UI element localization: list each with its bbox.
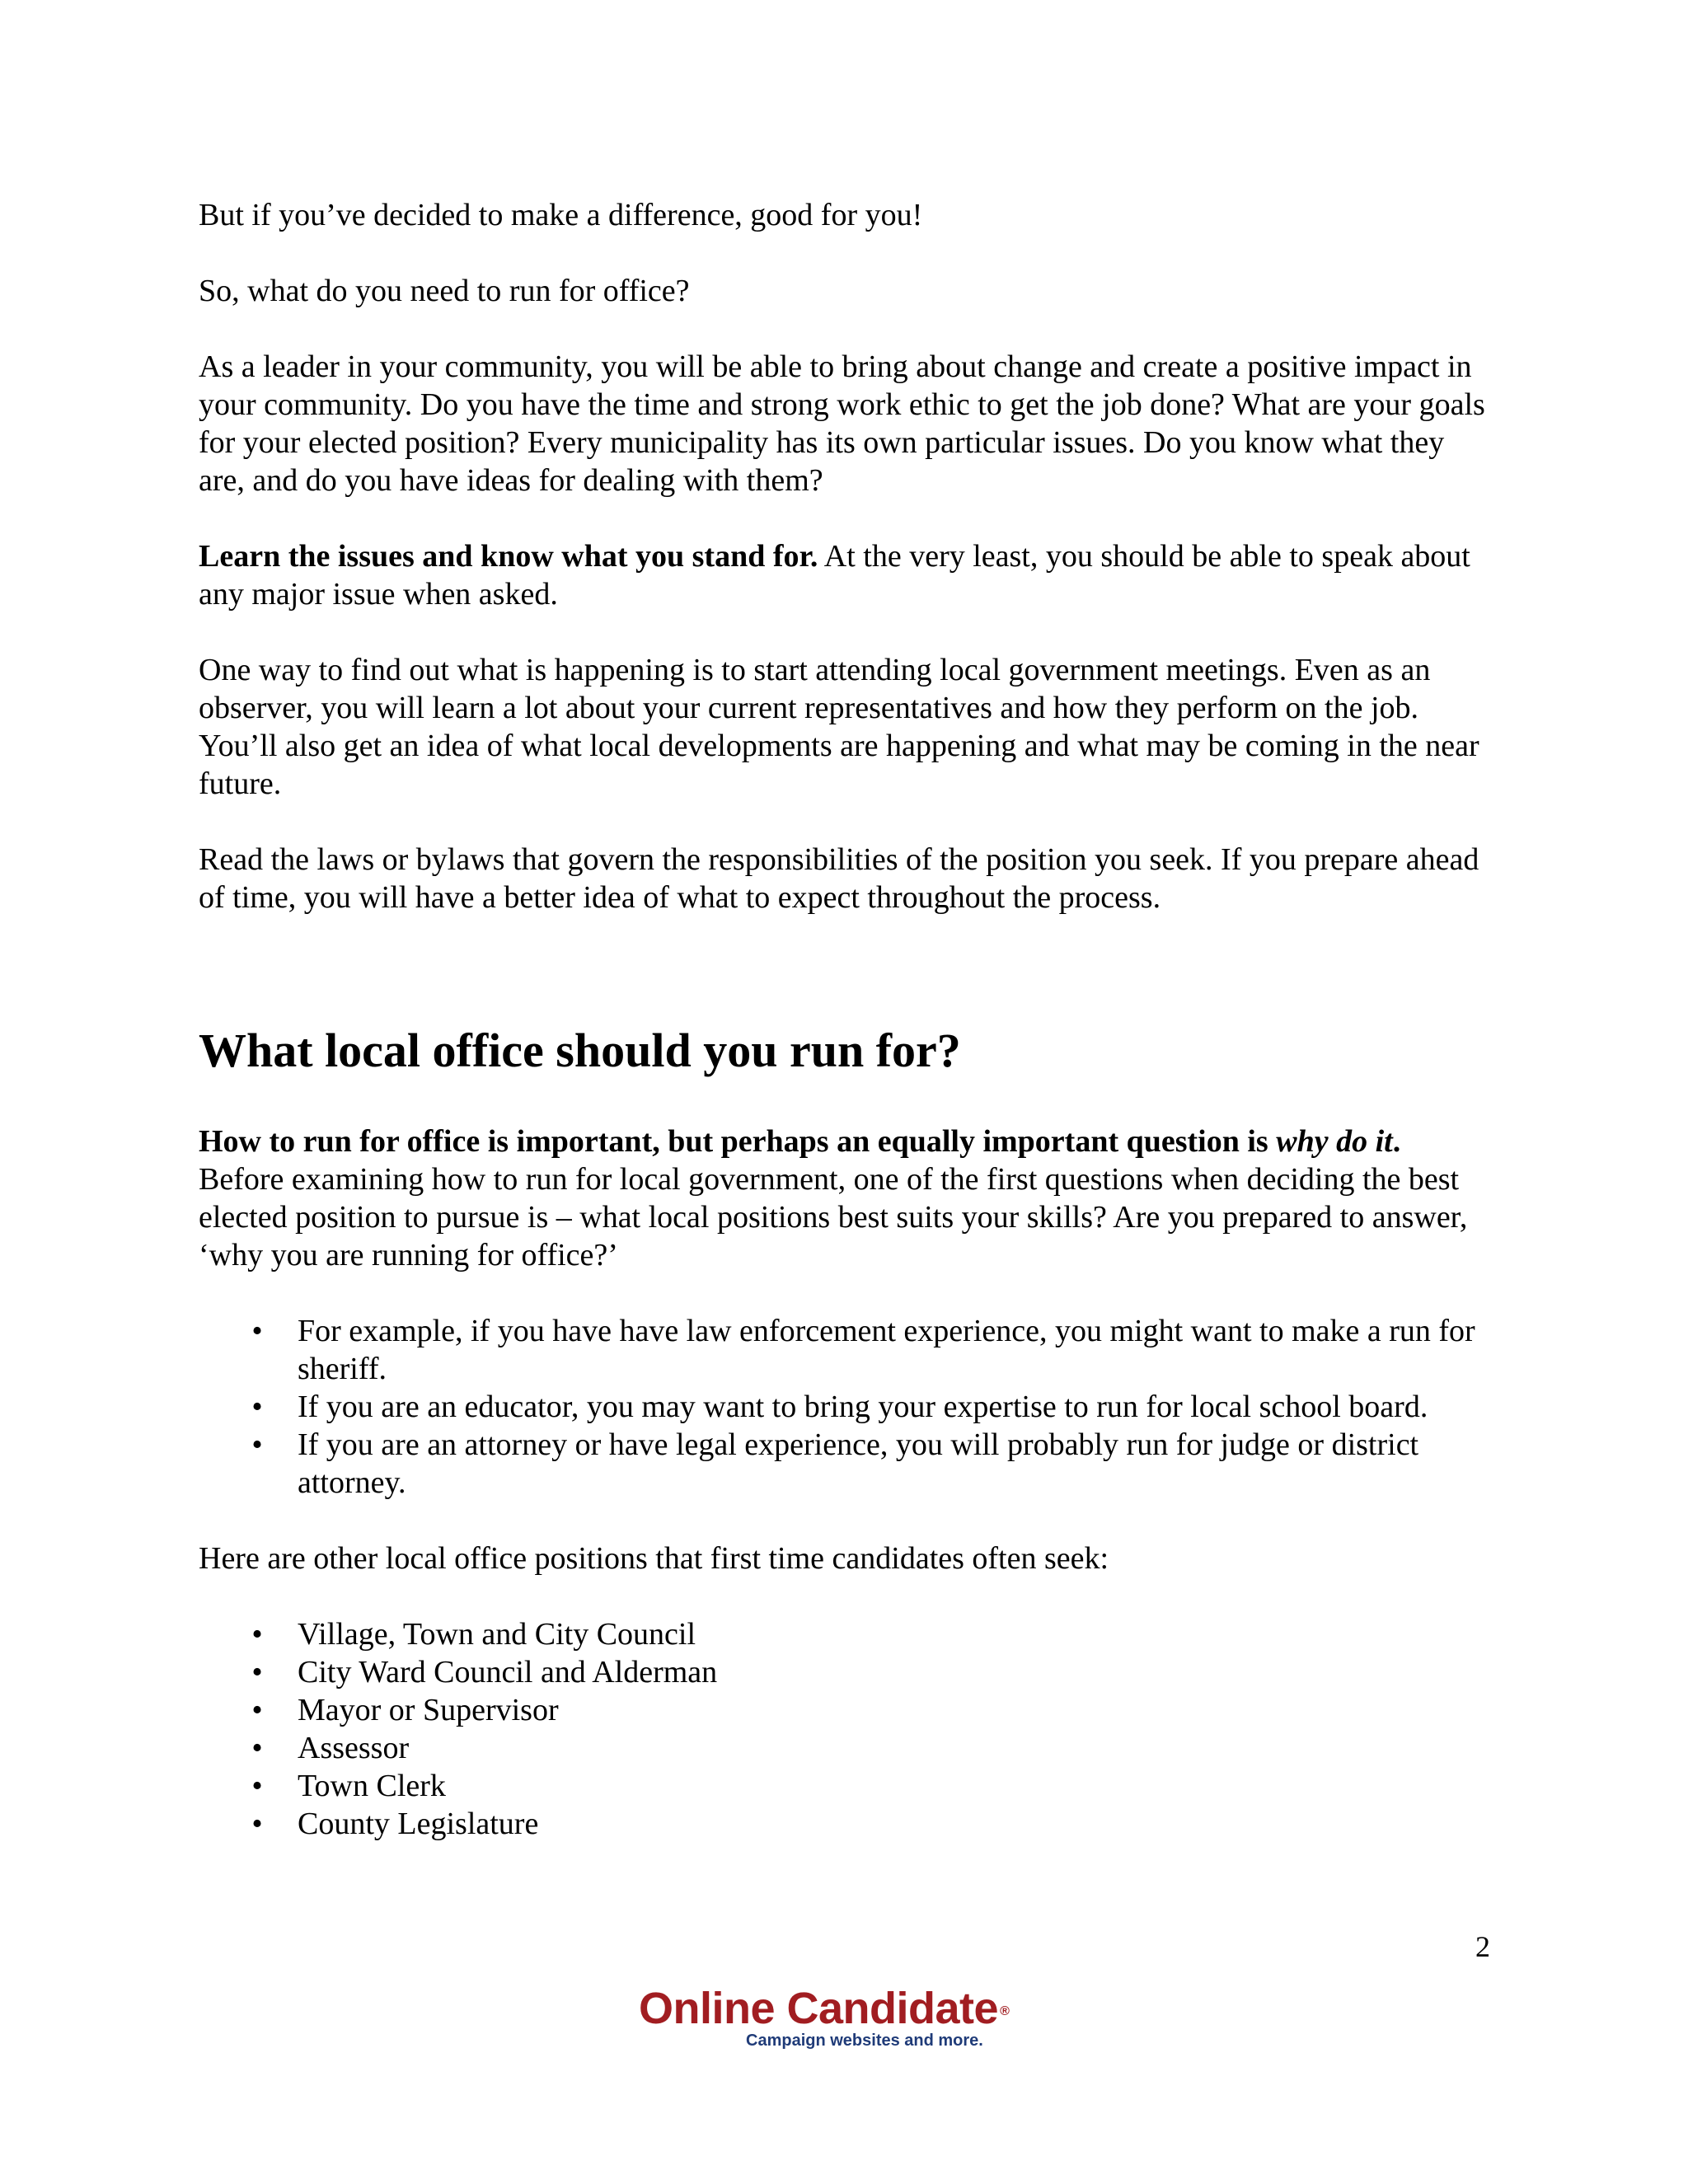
intro-paragraph-6: Read the laws or bylaws that govern the responsibilities of the position you seek. If you prepare ahead of time, you will have a better idea of what to expect throughout the process. [199, 842, 1479, 915]
intro-paragraph-2: So, what do you need to run for office? [199, 274, 690, 308]
list-item [199, 1653, 1493, 1691]
lead-bold: How to run for office is important, but perhaps an equally important question is [199, 1124, 1277, 1159]
logo-tagline: Campaign websites and more. [746, 2032, 983, 2050]
list-item [199, 1767, 1493, 1805]
list-item [199, 1312, 1493, 1388]
intro-paragraph-5: One way to find out what is happening is to start attending local government meetings. Even as an observer, you will learn a lot about your current representatives and how they perform on the job. You’ll also get an idea of what local developments are happening and what may be coming in the near future. [199, 653, 1479, 801]
list-item [199, 1615, 1493, 1653]
bullet-icon: • [251, 1731, 263, 1765]
lead-bold-end: . [1392, 1124, 1401, 1159]
list-item-text: If you are an attorney or have legal experience, you will probably run for judge or district attorney. [298, 1427, 1419, 1500]
list-item-text: Town Clerk [298, 1769, 446, 1803]
bullet-icon: • [251, 1693, 263, 1727]
list-item-text: Mayor or Supervisor [298, 1693, 559, 1727]
positions-list [199, 1615, 1493, 1843]
lead-bold-text [199, 1124, 1400, 1159]
list-item-text: If you are an educator, you may want to bring your expertise to run for local school board. [298, 1390, 1428, 1424]
issues-rest: At the very least, you should be able to speak about any major issue when asked. [199, 539, 1470, 612]
list-item-text: For example, if you have have law enforcement experience, you might want to make a run for sheriff. [298, 1314, 1475, 1386]
list-item [199, 1729, 1493, 1767]
list-item-text: Village, Town and City Council [298, 1617, 696, 1652]
online-candidate-logo [639, 1985, 1051, 2050]
intro-paragraph-1: But if you’ve decided to make a difference, good for you! [199, 198, 923, 232]
list-item-text: City Ward Council and Alderman [298, 1655, 718, 1690]
intro-paragraph-4 [199, 537, 1493, 613]
bullet-icon: • [251, 1655, 263, 1690]
section-heading: What local office should you run for? [199, 1024, 961, 1077]
bullet-icon: • [251, 1427, 263, 1462]
logo-text: Online Candidate [639, 1984, 999, 2033]
document-page [199, 196, 1493, 1881]
bullet-icon: • [251, 1314, 263, 1348]
list-item-text: Assessor [298, 1731, 410, 1765]
page-number: 2 [1475, 1930, 1490, 1963]
issues-bold-lead: Learn the issues and know what you stand for. [199, 539, 818, 574]
lead-bold-italic: why do it [1276, 1124, 1393, 1159]
list-item [199, 1426, 1493, 1502]
examples-list [199, 1312, 1493, 1502]
lead-rest: Before examining how to run for local government, one of the first questions when deciding the best elected position to pursue is – what local positions best suits your skills? Are you prepared to answer, ‘why you are running for office?’ [199, 1162, 1468, 1272]
bullet-icon: • [251, 1390, 263, 1424]
bullet-icon: • [251, 1769, 263, 1803]
bullet-icon: • [251, 1617, 263, 1652]
positions-intro: Here are other local office positions that first time candidates often seek: [199, 1541, 1109, 1576]
list-item [199, 1388, 1493, 1426]
list-item [199, 1691, 1493, 1729]
logo-wordmark [639, 1985, 1051, 2032]
list-item [199, 1805, 1493, 1843]
list-item-text: County Legislature [298, 1807, 539, 1841]
section-lead-paragraph [199, 1122, 1493, 1274]
registered-mark: ® [1000, 2004, 1010, 2018]
intro-paragraph-3: As a leader in your community, you will be able to bring about change and create a positive impact in your community. Do you have the time and strong work ethic to get the job done? What are your goals for your elected position? Every municipality has its own particular issues. Do you know what they are, and do you have ideas for dealing with them? [199, 349, 1485, 498]
bullet-icon: • [251, 1807, 263, 1841]
